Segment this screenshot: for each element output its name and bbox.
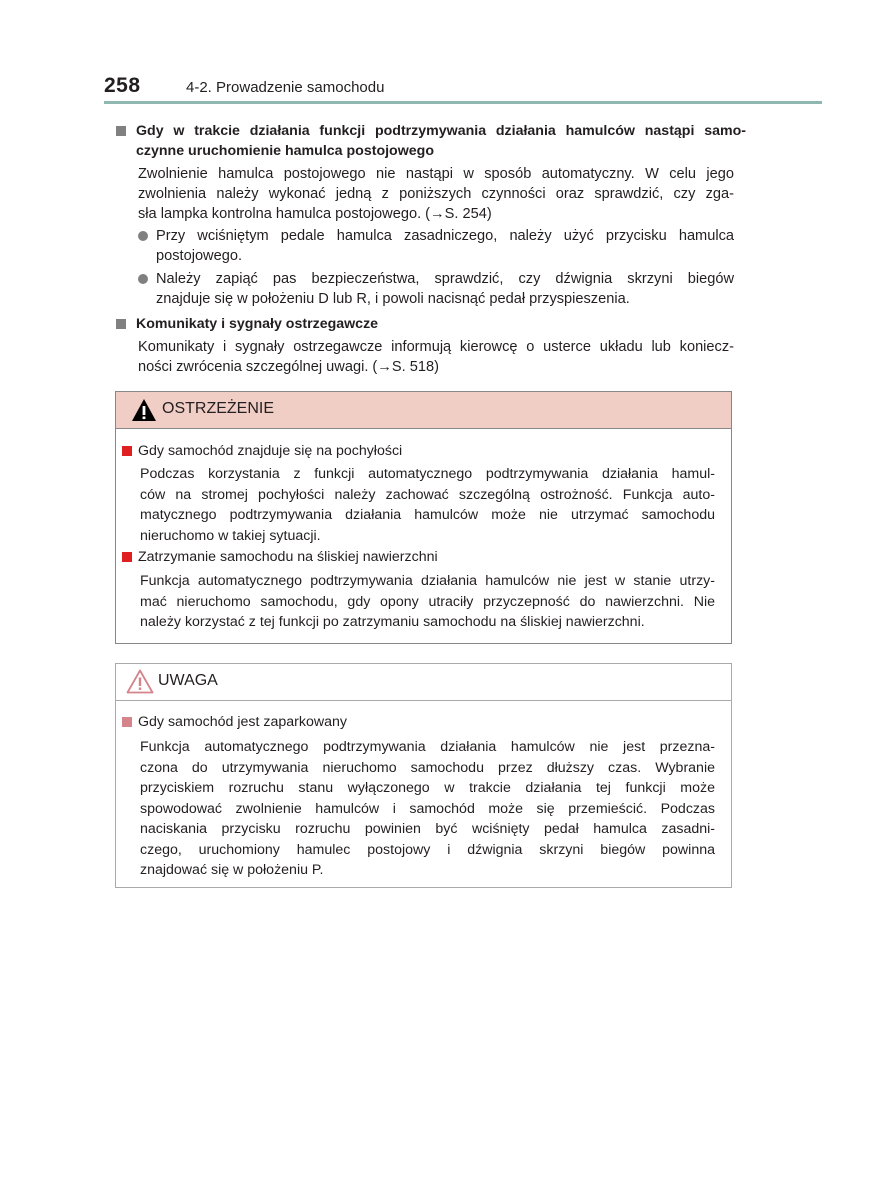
paragraph-line: mać nieruchomo samochodu, gdy opony utraciły przyczepność do nawierzchni. Nie xyxy=(140,593,715,610)
red-square-icon xyxy=(122,446,132,456)
circle-bullet-icon xyxy=(138,274,148,284)
circle-bullet-icon xyxy=(138,231,148,241)
item-heading-line: czynne uruchomienie hamulca postojowego xyxy=(136,143,434,159)
paragraph-line: czego, uruchomiony hamulec postojowy i dźwignia skrzyni biegów powinna xyxy=(140,841,715,858)
caution-title: UWAGA xyxy=(158,672,218,689)
paragraph-line: nieruchomo w takiej sytuacji. xyxy=(140,527,321,544)
caution-header xyxy=(116,664,731,701)
paragraph-line: czona do utrzymywania nieruchomo samochodu przez dłuższy czas. Wybranie xyxy=(140,759,715,776)
paragraph-line: naciskania przycisku rozruchu powinien być wciśnięty pedał hamulca zasadni- xyxy=(140,821,715,837)
bullet-line: Przy wciśniętym pedale hamulca zasadniczego, należy użyć przycisku hamulca xyxy=(156,228,734,244)
paragraph-line: Komunikaty i sygnały ostrzegawcze informują kierowcę o usterce układu lub koniecz- xyxy=(138,339,734,355)
bullet-line: Należy zapiąć pas bezpieczeństwa, sprawdzić, czy dźwignia skrzyni biegów xyxy=(156,271,734,287)
paragraph-line: ności zwrócenia szczególnej uwagi. (→S. 518) xyxy=(138,359,439,375)
paragraph-line: ców na stromej pochyłości należy zachować szczególną ostrożność. Funkcja auto- xyxy=(140,486,715,503)
square-bullet-icon xyxy=(116,126,126,136)
item-paragraph xyxy=(138,337,734,377)
caution-triangle-icon xyxy=(126,669,154,694)
red-square-icon xyxy=(122,552,132,562)
page-number: 258 xyxy=(104,74,141,97)
warning-triangle-icon xyxy=(131,398,157,422)
warning-heading-text: Zatrzymanie samochodu na śliskiej nawierzchni xyxy=(138,549,438,565)
paragraph-line: matycznego podtrzymywania działania hamulców może nie utrzymać samochodu xyxy=(140,507,715,523)
bullet-line: postojowego. xyxy=(156,248,243,264)
warning-heading-text: Gdy samochód znajduje się na pochyłości xyxy=(138,443,403,459)
caution-heading-text: Gdy samochód jest zaparkowany xyxy=(138,714,347,730)
paragraph-line: sła lampka kontrolna hamulca postojowego. (→S. 254) xyxy=(138,206,492,222)
bullet-line: znajduje się w położeniu D lub R, i powoli nacisnąć pedał przyspieszenia. xyxy=(156,291,630,307)
page-header xyxy=(104,74,824,104)
paragraph-line: zwolnienia należy wykonać jedną z poniższych czynności oraz sprawdzić, czy zga- xyxy=(138,186,734,202)
caution-paragraph xyxy=(140,737,715,881)
paragraph-line: znajdować się w położeniu P. xyxy=(140,862,324,878)
section-title: 4-2. Prowadzenie samochodu xyxy=(186,79,385,96)
paragraph-line: Podczas korzystania z funkcji automatycznego podtrzymywania działania hamul- xyxy=(140,466,715,482)
item-heading-line: Komunikaty i sygnały ostrzegawcze xyxy=(136,316,379,332)
warning-box xyxy=(115,391,732,644)
warning-paragraph xyxy=(140,464,715,546)
paragraph-line: należy korzystać z tej funkcji po zatrzymaniu samochodu na śliskiej nawierzchni. xyxy=(140,614,645,630)
paragraph-line: przyciskiem rozruchu stanu wyłączonego w trakcie działania tej funkcji może xyxy=(140,780,715,796)
warning-paragraph xyxy=(140,571,715,633)
pink-square-icon xyxy=(122,717,132,727)
warning-title: OSTRZEŻENIE xyxy=(162,400,275,417)
paragraph-line: Funkcja automatycznego podtrzymywania działania hamulców nie jest przezna- xyxy=(140,739,715,755)
caution-box xyxy=(115,663,732,888)
item-heading-line: Gdy w trakcie działania funkcji podtrzymywania działania hamulców nastąpi samo- xyxy=(136,123,746,139)
paragraph-line: Zwolnienie hamulca postojowego nie nastąpi w sposób automatyczny. W celu jego xyxy=(138,166,734,182)
warning-header xyxy=(116,392,731,429)
paragraph-line: spowodować zwolnienie hamulców i samochód może się przemieścić. Podczas xyxy=(140,800,715,817)
paragraph-line: Funkcja automatycznego podtrzymywania działania hamulców nie jest w stanie utrzy- xyxy=(140,573,715,589)
item-paragraph xyxy=(138,164,734,224)
header-rule xyxy=(104,101,822,104)
square-bullet-icon xyxy=(116,319,126,329)
